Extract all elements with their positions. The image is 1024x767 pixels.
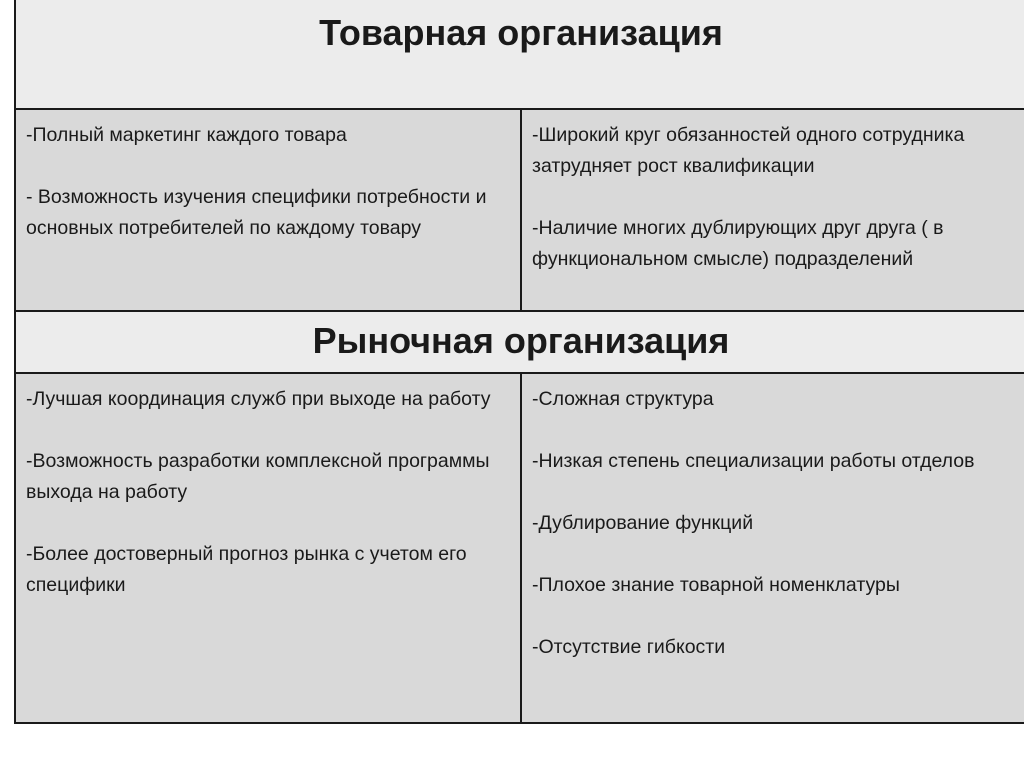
disadvantage-item: -Сложная структура (532, 388, 714, 410)
advantage-item: - Возможность изучения специфики потребности и основных потребителей по каждому товару (26, 186, 487, 239)
section-title-market: Рыночная организация (312, 320, 730, 361)
section-content-market (16, 374, 1024, 722)
section-header-market (16, 310, 1024, 374)
disadvantage-item: -Дублирование функций (532, 512, 754, 534)
disadvantages-cell-product (522, 110, 1024, 310)
comparison-table (14, 0, 1024, 724)
advantage-item: -Возможность разработки комплексной программы выхода на работу (26, 450, 490, 503)
disadvantage-item: -Широкий круг обязанностей одного сотрудника затрудняет рост квалификации (532, 124, 965, 177)
section-header-product (16, 0, 1024, 110)
advantage-item: -Более достоверный прогноз рынка с учетом его специфики (26, 543, 467, 596)
disadvantage-item: -Плохое знание товарной номенклатуры (532, 574, 900, 596)
disadvantage-item: -Наличие многих дублирующих друг друга ( в функциональном смысле) подразделений (532, 217, 944, 270)
disadvantages-cell-market (522, 374, 1024, 722)
disadvantage-item: -Низкая степень специализации работы отделов (532, 450, 975, 472)
section-title-product: Товарная организация (319, 12, 723, 53)
advantages-cell-market (16, 374, 522, 722)
disadvantage-item: -Отсутствие гибкости (532, 636, 726, 658)
advantage-item: -Полный маркетинг каждого товара (26, 124, 347, 146)
section-content-product (16, 110, 1024, 310)
advantages-cell-product (16, 110, 522, 310)
advantage-item: -Лучшая координация служб при выходе на работу (26, 388, 491, 410)
